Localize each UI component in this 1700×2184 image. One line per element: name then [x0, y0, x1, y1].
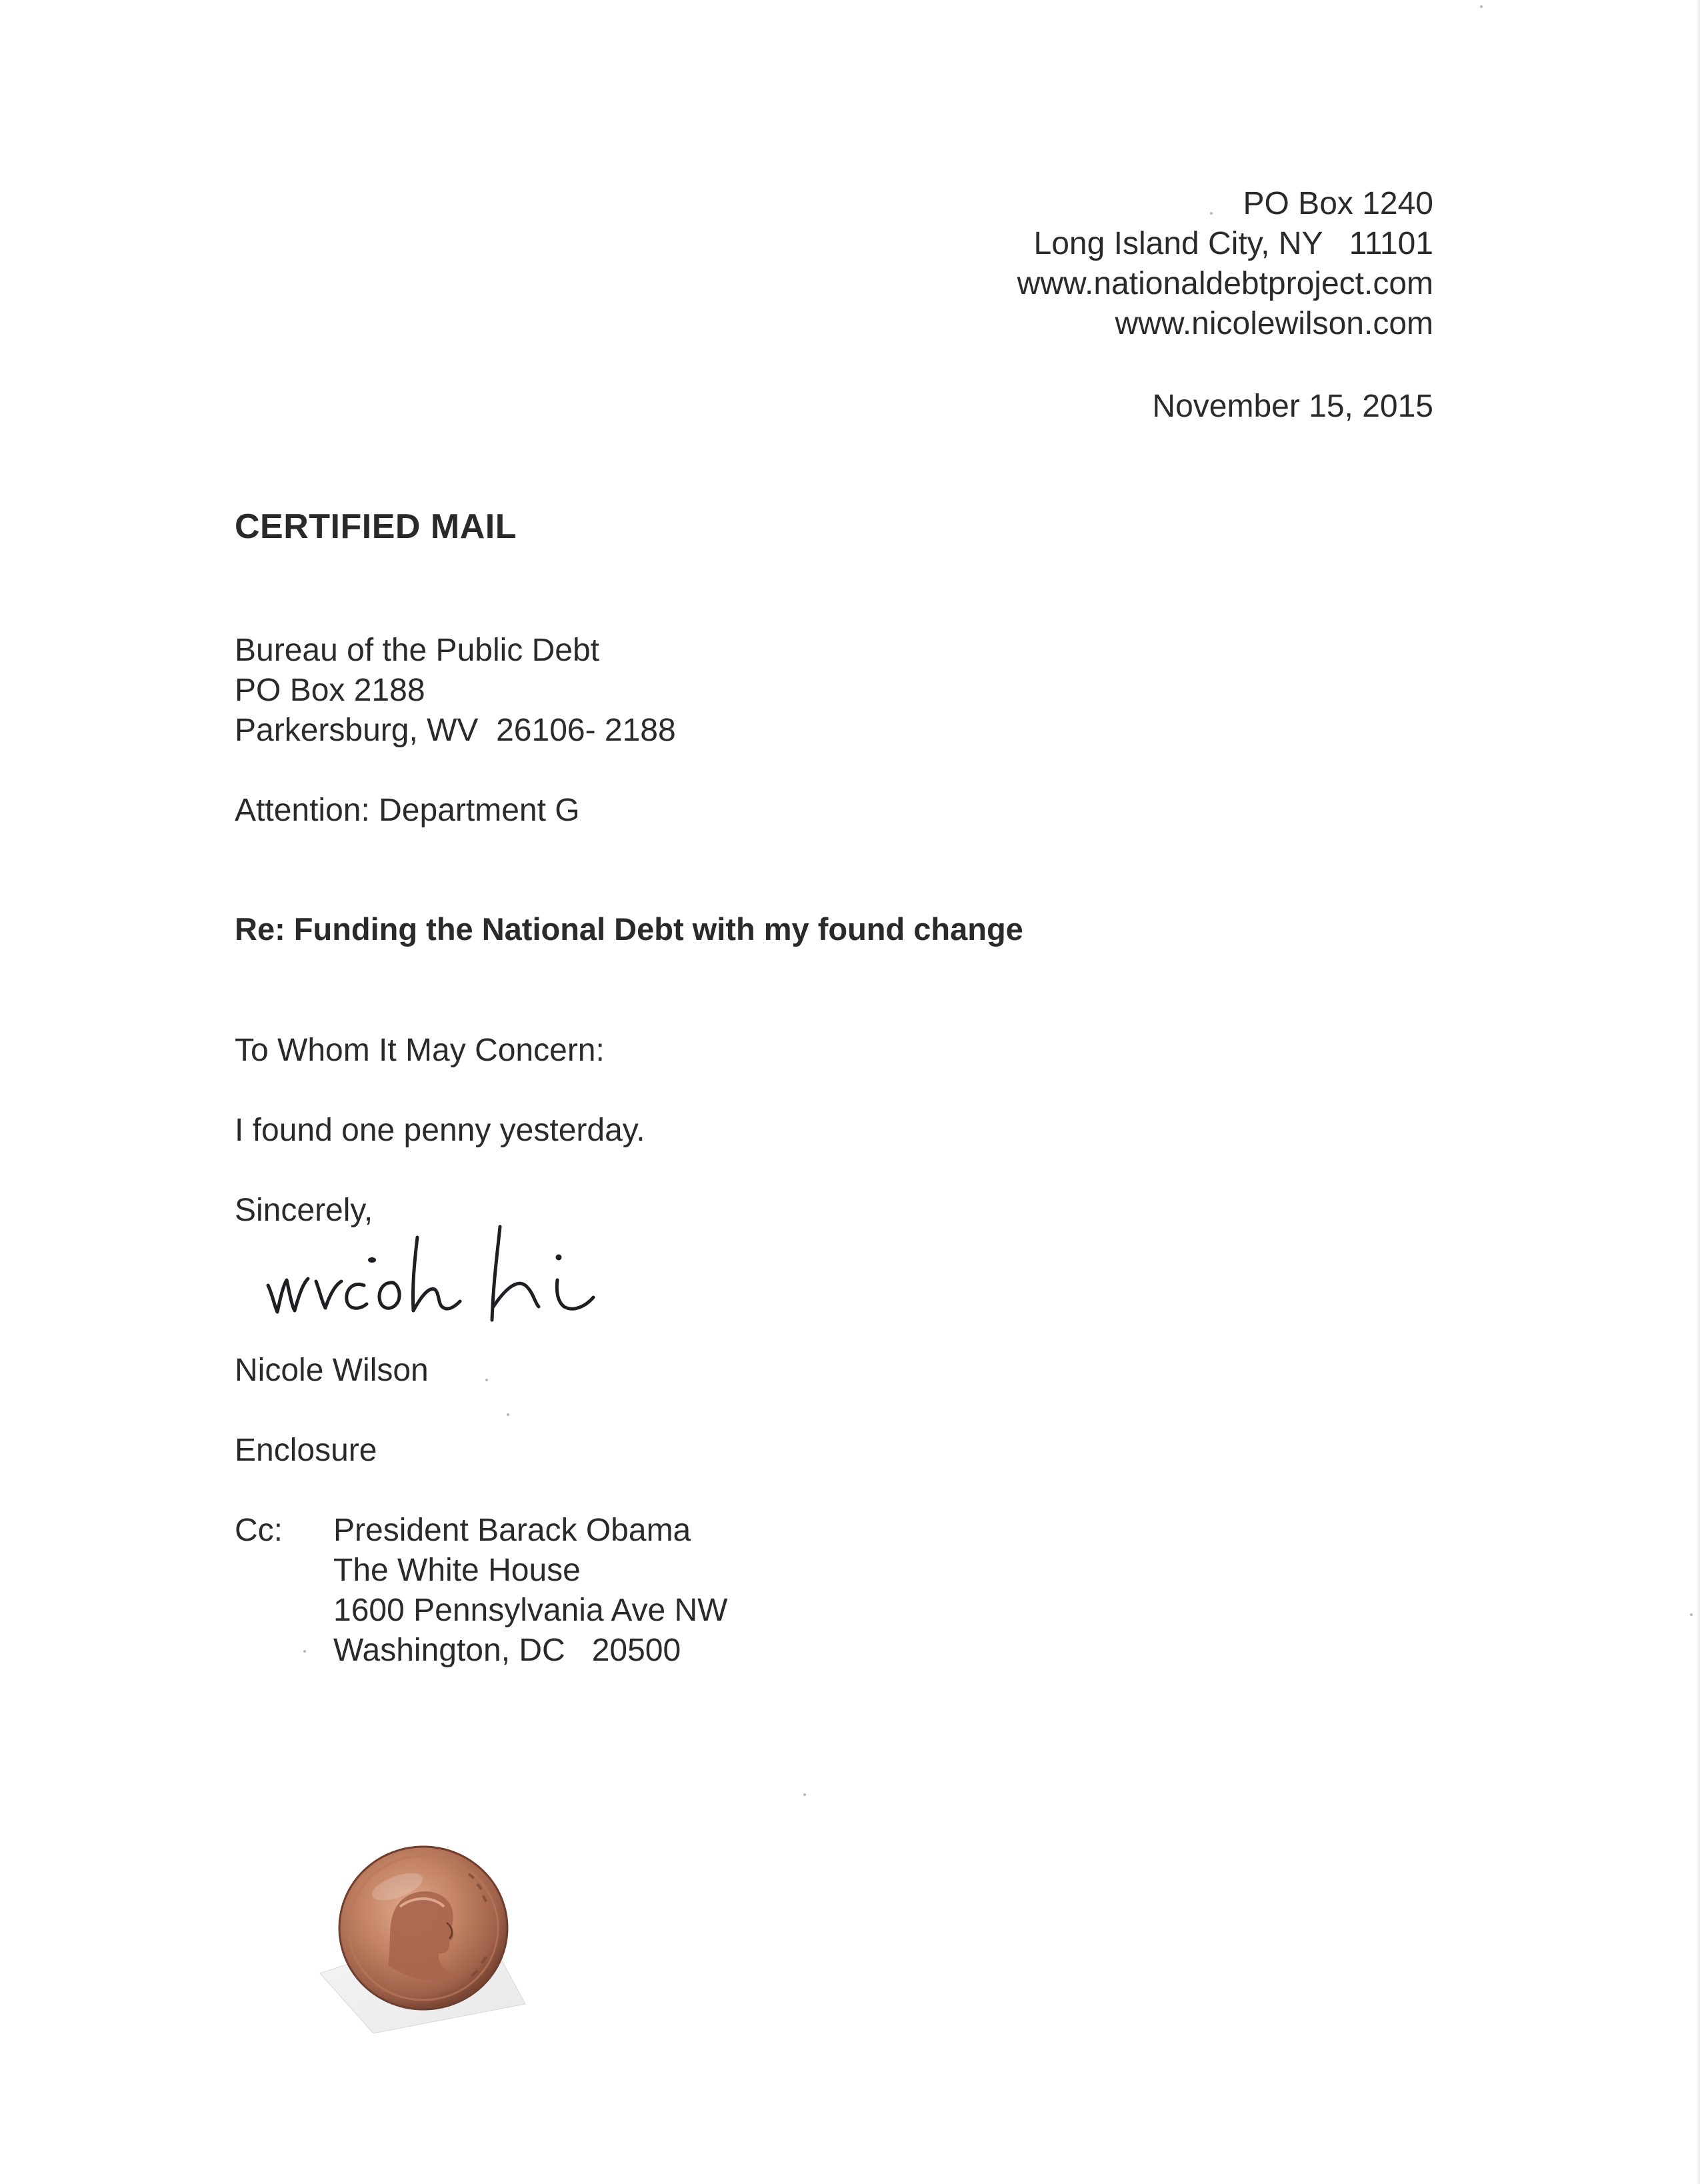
sender-address-block: [1017, 184, 1433, 344]
scan-speck: [803, 1793, 806, 1796]
cc-name: President Barack Obama: [333, 1513, 691, 1548]
cc-line-2: The White House: [333, 1553, 581, 1588]
salutation: To Whom It May Concern:: [235, 1033, 605, 1068]
recipient-city-line: Parkersburg, WV 26106- 2188: [235, 713, 676, 748]
cc-address-block: [333, 1511, 727, 1671]
cc-line-4: Washington, DC 20500: [333, 1633, 681, 1668]
recipient-po-box: PO Box 2188: [235, 673, 425, 708]
cc-line-3: 1600 Pennsylvania Ave NW: [333, 1593, 728, 1628]
attention-line: Attention: Department G: [235, 793, 580, 828]
scan-speck: [1480, 5, 1483, 8]
scan-speck: [485, 1379, 488, 1381]
cc-label: Cc:: [235, 1513, 283, 1548]
penny-image: [313, 1840, 527, 2033]
handwritten-signature: [260, 1207, 620, 1327]
subject-line: Re: Funding the National Debt with my found change: [235, 911, 1023, 947]
scan-speck: [1690, 1613, 1693, 1616]
signer-name: Nicole Wilson: [235, 1353, 429, 1388]
body-paragraph: I found one penny yesterday.: [235, 1113, 645, 1148]
enclosure-note: Enclosure: [235, 1433, 377, 1468]
recipient-address-block: [235, 631, 676, 751]
scan-edge-shadow: [1696, 0, 1700, 2184]
recipient-name: Bureau of the Public Debt: [235, 633, 600, 668]
sender-po-box: PO Box 1240: [1243, 186, 1433, 221]
mail-type-heading: CERTIFIED MAIL: [235, 507, 517, 546]
scan-speck: [303, 1650, 306, 1653]
sender-website-1: www.nationaldebtproject.com: [1017, 266, 1433, 301]
closing: Sincerely,: [235, 1193, 373, 1228]
sender-city-line: Long Island City, NY 11101: [1033, 226, 1433, 261]
letter-date: November 15, 2015: [1152, 389, 1433, 424]
scan-speck: [507, 1413, 509, 1416]
sender-website-2: www.nicolewilson.com: [1115, 306, 1433, 341]
